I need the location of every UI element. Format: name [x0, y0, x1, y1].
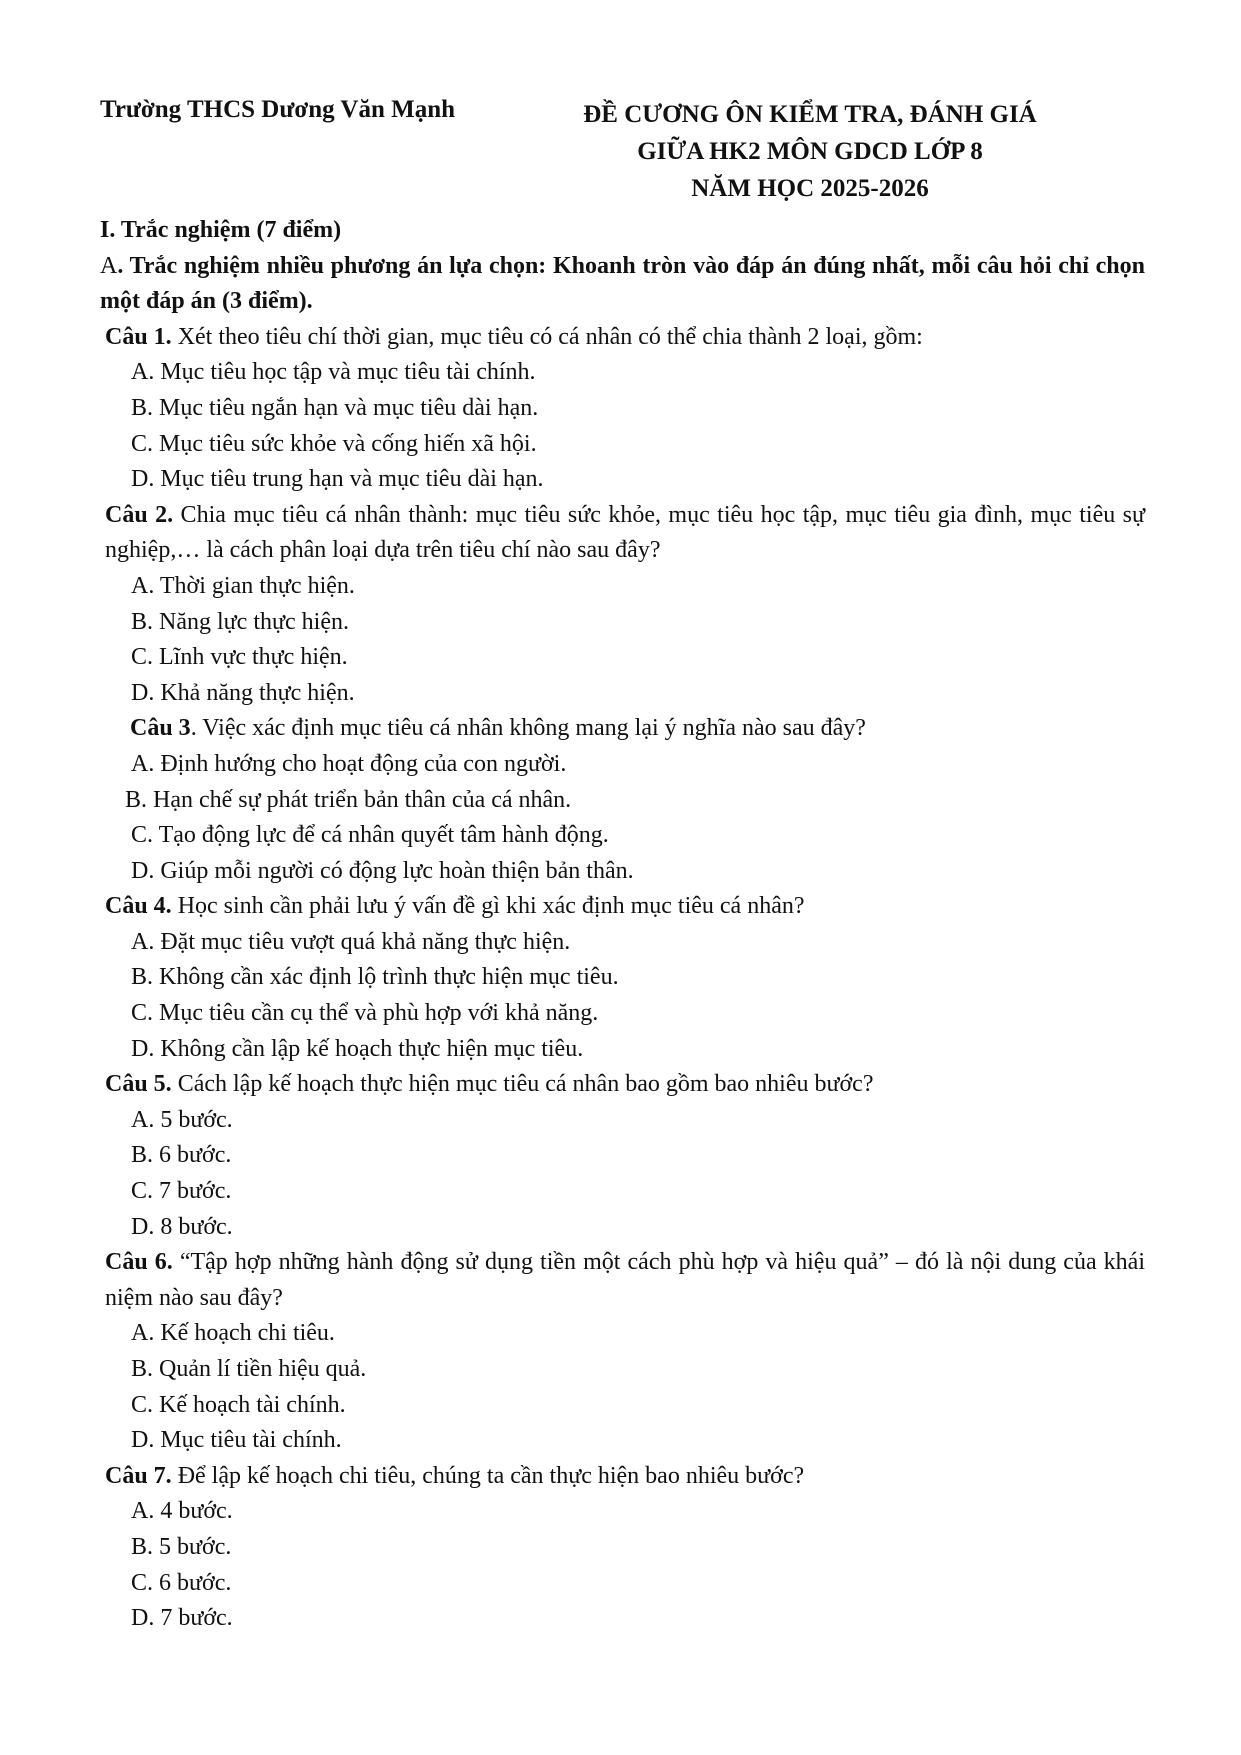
option-7d: D. 7 bước.: [131, 1605, 233, 1632]
option-1c: C. Mục tiêu sức khỏe và cống hiến xã hội.: [131, 430, 537, 457]
school-name: Trường THCS Dương Văn Mạnh: [100, 96, 456, 123]
question-label: Câu 7.: [105, 1462, 172, 1489]
option-4c: C. Mục tiêu cần cụ thể và phù hợp với khả năng.: [131, 1000, 599, 1027]
option-1d: D. Mục tiêu trung hạn và mục tiêu dài hạn.: [131, 466, 544, 493]
question-label: Câu 2.: [105, 501, 174, 528]
part-a-text: . Trắc nghiệm nhiều phương án lựa chọn: Khoanh tròn vào đáp án đúng nhất, mỗi câu hỏi chỉ chọn một đáp án (3 điểm).: [100, 252, 1145, 315]
question-5: [100, 1067, 1145, 1103]
option-1b: B. Mục tiêu ngắn hạn và mục tiêu dài hạn.: [131, 394, 539, 421]
option-5d: D. 8 bước.: [131, 1213, 233, 1240]
document-body: [100, 213, 1145, 1637]
option-2b: B. Năng lực thực hiện.: [131, 608, 349, 635]
option-3d: D. Giúp mỗi người có động lực hoàn thiện bản thân.: [131, 857, 634, 884]
option-2c: C. Lĩnh vực thực hiện.: [131, 644, 348, 671]
option-7a: A. 4 bước.: [131, 1498, 233, 1525]
question-text: Để lập kế hoạch chi tiêu, chúng ta cần thực hiện bao nhiêu bước?: [171, 1462, 805, 1489]
question-label: Câu 1.: [105, 323, 172, 350]
option-7c: C. 6 bước.: [131, 1569, 232, 1596]
question-text: Cách lập kế hoạch thực hiện mục tiêu cá nhân bao gồm bao nhiêu bước?: [171, 1071, 874, 1098]
title-line-2: GIỮA HK2 MÔN GDCD LỚP 8: [637, 138, 983, 165]
question-label: Câu 6.: [105, 1249, 173, 1276]
option-3b: B. Hạn chế sự phát triển bản thân của cá nhân.: [125, 786, 572, 813]
question-2: [100, 498, 1145, 569]
option-6a: A. Kế hoạch chi tiêu.: [131, 1320, 335, 1347]
part-a-instructions: [100, 249, 1145, 320]
question-1: [100, 320, 1145, 356]
question-label: Câu 3: [130, 715, 191, 742]
question-label: Câu 5.: [105, 1071, 172, 1098]
option-6d: D. Mục tiêu tài chính.: [131, 1427, 342, 1454]
option-6c: C. Kế hoạch tài chính.: [131, 1391, 346, 1418]
option-3a: A. Định hướng cho hoạt động của con người.: [131, 750, 567, 777]
question-3: [100, 711, 1145, 747]
option-4d: D. Không cần lập kế hoạch thực hiện mục tiêu.: [131, 1035, 584, 1062]
question-text: Học sinh cần phải lưu ý vấn đề gì khi xác định mục tiêu cá nhân?: [171, 893, 805, 920]
option-2a: A. Thời gian thực hiện.: [131, 572, 355, 599]
question-text: . Việc xác định mục tiêu cá nhân không mang lại ý nghĩa nào sau đây?: [190, 715, 866, 742]
document-title: [520, 96, 1100, 207]
title-line-3: NĂM HỌC 2025-2026: [691, 175, 929, 202]
question-6: [100, 1245, 1145, 1316]
question-label: Câu 4.: [105, 893, 172, 920]
option-1a: A. Mục tiêu học tập và mục tiêu tài chính.: [131, 359, 536, 386]
question-text: Xét theo tiêu chí thời gian, mục tiêu có cá nhân có thể chia thành 2 loại, gồm:: [171, 323, 923, 350]
option-3c: C. Tạo động lực để cá nhân quyết tâm hành động.: [131, 822, 609, 849]
option-4b: B. Không cần xác định lộ trình thực hiện mục tiêu.: [131, 964, 619, 991]
part-a-letter: A: [100, 252, 118, 279]
option-5c: C. 7 bước.: [131, 1178, 232, 1205]
option-5b: B. 6 bước.: [131, 1142, 232, 1169]
title-line-1: ĐỀ CƯƠNG ÔN KIỂM TRA, ĐÁNH GIÁ: [583, 101, 1037, 128]
question-text: “Tập hợp những hành động sử dụng tiền một cách phù hợp và hiệu quả” – đó là nội dung của khái niệm nào sau đây?: [105, 1249, 1145, 1311]
section-heading: I. Trắc nghiệm (7 điểm): [100, 217, 342, 243]
option-2d: D. Khả năng thực hiện.: [131, 679, 355, 706]
option-6b: B. Quản lí tiền hiệu quả.: [131, 1356, 367, 1382]
question-4: [100, 889, 1145, 925]
question-7: [100, 1459, 1145, 1495]
option-7b: B. 5 bước.: [131, 1533, 232, 1560]
option-4a: A. Đặt mục tiêu vượt quá khả năng thực hiện.: [131, 928, 571, 955]
option-5a: A. 5 bước.: [131, 1106, 233, 1133]
question-text: Chia mục tiêu cá nhân thành: mục tiêu sức khỏe, mục tiêu học tập, mục tiêu gia đình, mục tiêu sự nghiệp,… là cách phân loại dựa trên tiêu chí nào sau đây?: [105, 501, 1146, 564]
